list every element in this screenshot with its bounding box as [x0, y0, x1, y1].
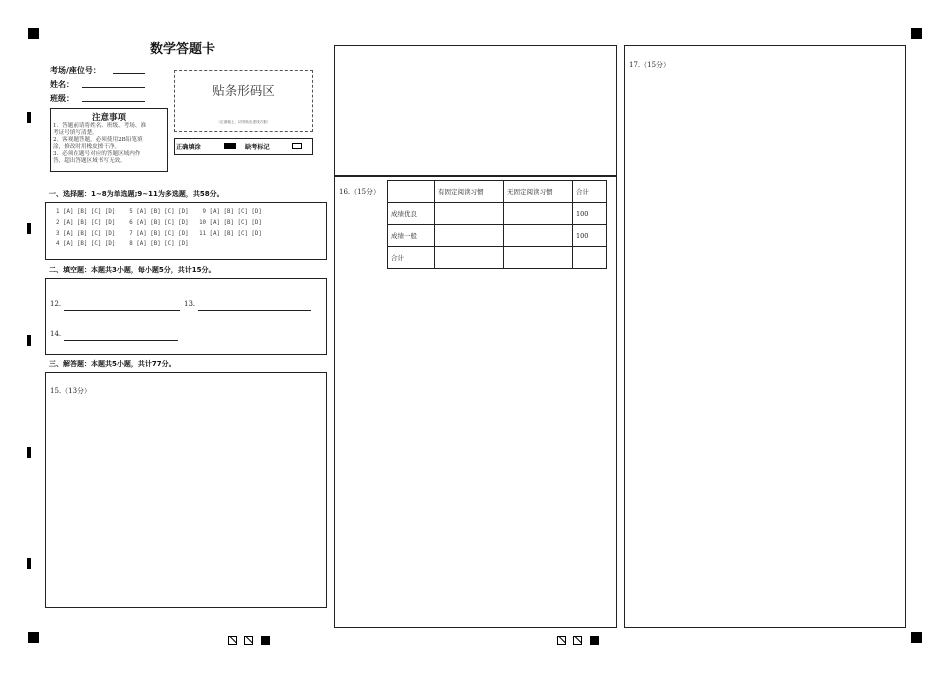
- notice-line: 1．答题前请将姓名、班级、考场、准: [53, 123, 147, 129]
- side-mark: [27, 335, 31, 346]
- q14-label: 14.: [50, 330, 62, 338]
- table-row: [388, 225, 607, 247]
- q12-label: 12.: [50, 300, 62, 308]
- q13-label: 13.: [184, 300, 196, 308]
- barcode-title: 贴条形码区: [212, 83, 275, 98]
- page-mark-slash: [573, 636, 582, 645]
- q14-continued-box[interactable]: [334, 45, 617, 176]
- name-input[interactable]: [82, 87, 145, 88]
- table-cell[interactable]: [435, 247, 504, 269]
- name-label: 姓名：: [50, 80, 74, 89]
- choice-row[interactable]: 3 [A] [B] [C] [D] 7 [A] [B] [C] [D] 11 [A] [B] [C] [D]: [49, 230, 262, 237]
- q14-answer-line[interactable]: [64, 340, 178, 341]
- class-input[interactable]: [82, 101, 145, 102]
- q15-answer-box[interactable]: [45, 372, 327, 608]
- seat-label: 考场/座位号：: [50, 66, 101, 75]
- table-cell: 成绩优良: [388, 203, 435, 225]
- side-mark: [27, 558, 31, 569]
- table-cell[interactable]: [573, 247, 607, 269]
- choice-row[interactable]: 1 [A] [B] [C] [D] 5 [A] [B] [C] [D] 9 [A] [B] [C] [D]: [49, 209, 262, 215]
- notice-line: 考证号填写清楚。: [53, 130, 98, 136]
- q17-answer-box[interactable]: [624, 45, 906, 628]
- q15-label: 15.（13分）: [50, 387, 92, 395]
- corner-mark-bottom-left: [28, 632, 39, 643]
- page-mark-filled: [261, 636, 270, 645]
- fill-legend: [174, 138, 313, 155]
- section1-title: 一、选择题：1~8为单选题;9~11为多选题，共58分。: [49, 190, 224, 198]
- section2-title: 二、填空题：本题共3小题，每小题5分，共计15分。: [49, 266, 216, 274]
- q16-answer-box[interactable]: [334, 176, 617, 628]
- table-cell: 100: [573, 225, 607, 247]
- page-mark-slash: [244, 636, 253, 645]
- fill-blank-box: [45, 278, 327, 355]
- choice-row[interactable]: 4 [A] [B] [C] [D] 8 [A] [B] [C] [D]: [49, 241, 189, 248]
- table-cell: 合计: [573, 181, 607, 203]
- page-mark-slash: [557, 636, 566, 645]
- side-mark: [27, 447, 31, 458]
- table-row: [388, 247, 607, 269]
- q16-label: 16.（15分）: [339, 188, 381, 196]
- correct-fill-label: 正确填涂: [176, 144, 201, 151]
- table-cell: 无固定阅读习惯: [504, 181, 573, 203]
- side-mark: [27, 112, 31, 123]
- notice-line: 3．必须在题号对应的答题区域内作: [53, 151, 141, 157]
- side-mark: [27, 223, 31, 234]
- table-row: [388, 203, 607, 225]
- q16-table: [387, 180, 607, 269]
- table-row: [388, 181, 607, 203]
- notice-title: 注意事项: [91, 113, 126, 123]
- absent-mark-label: 缺考标记: [245, 144, 270, 151]
- multiple-choice-box: [45, 202, 327, 260]
- page-mark-filled: [590, 636, 599, 645]
- notice-box: [50, 108, 168, 172]
- page-mark-slash: [228, 636, 237, 645]
- table-cell: 有固定阅读习惯: [435, 181, 504, 203]
- table-cell[interactable]: [435, 225, 504, 247]
- table-cell: 成绩一般: [388, 225, 435, 247]
- q12-answer-line[interactable]: [64, 310, 180, 311]
- correct-fill-sample: [224, 143, 236, 149]
- table-cell[interactable]: [504, 247, 573, 269]
- corner-mark-top-left: [28, 28, 39, 39]
- card-title: 数学答题卡: [150, 42, 216, 57]
- class-label: 班级：: [50, 94, 74, 103]
- seat-input[interactable]: [113, 73, 145, 74]
- table-cell[interactable]: [504, 203, 573, 225]
- q17-label: 17.（15分）: [629, 61, 671, 69]
- absent-mark-box[interactable]: [292, 143, 302, 149]
- choice-row[interactable]: 2 [A] [B] [C] [D] 6 [A] [B] [C] [D] 10 [A] [B] [C] [D]: [49, 219, 262, 226]
- table-cell: 合计: [388, 247, 435, 269]
- notice-line: 答，超出答题区域书写无效。: [53, 158, 126, 164]
- barcode-area: [174, 70, 313, 132]
- table-cell: 100: [573, 203, 607, 225]
- section3-title: 三、解答题：本题共5小题，共计77分。: [49, 360, 176, 368]
- corner-mark-top-right: [911, 28, 922, 39]
- barcode-hint: （正面朝上，切勿贴出虚线方框）: [216, 120, 271, 124]
- table-cell: [388, 181, 435, 203]
- table-cell[interactable]: [504, 225, 573, 247]
- notice-line: 涂，修改时用橡皮擦干净。: [53, 144, 121, 150]
- table-cell[interactable]: [435, 203, 504, 225]
- q13-answer-line[interactable]: [198, 310, 311, 311]
- notice-line: 2．客观题答题，必须使用2B铅笔填: [53, 137, 143, 143]
- corner-mark-bottom-right: [911, 632, 922, 643]
